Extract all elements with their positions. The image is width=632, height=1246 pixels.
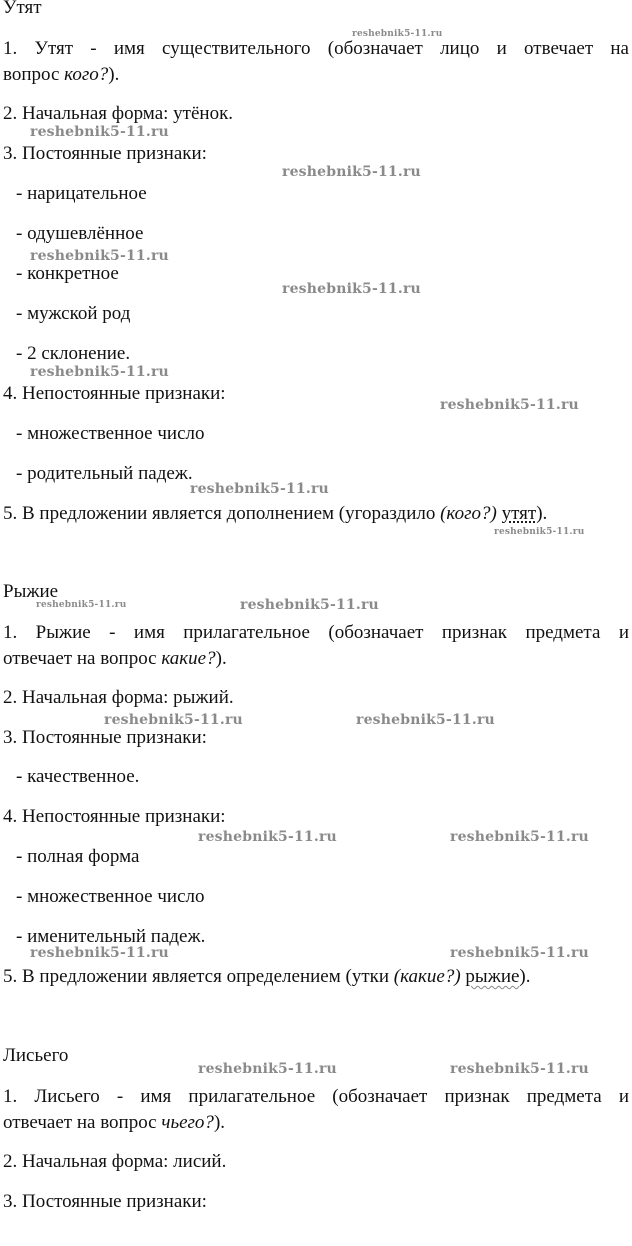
watermark: reshebnik5-11.ru: [450, 1061, 589, 1077]
definition-line: 1. Утят - имя существительного (обозначает лицо и отвечает на: [3, 38, 629, 59]
constant-features-header: 3. Постоянные признаки:: [3, 727, 207, 748]
watermark: reshebnik5-11.ru: [198, 1061, 337, 1077]
section-title-utyat: Утят: [3, 0, 42, 18]
constant-features-header: 3. Постоянные признаки:: [3, 143, 207, 164]
watermark: reshebnik5-11.ru: [30, 248, 169, 264]
watermark: reshebnik5-11.ru: [440, 397, 579, 413]
definition-line-question: отвечает на вопрос чьего?).: [3, 1112, 226, 1133]
watermark: reshebnik5-11.ru: [240, 597, 379, 613]
feature-item: - мужской род: [16, 303, 131, 324]
watermark: reshebnik5-11.ru: [494, 527, 585, 537]
section-title-lisego: Лисьего: [3, 1045, 69, 1066]
initial-form: 2. Начальная форма: утёнок.: [3, 103, 234, 124]
watermark: reshebnik5-11.ru: [356, 712, 495, 728]
constant-features-header: 3. Постоянные признаки:: [3, 1191, 207, 1212]
feature-item: - множественное число: [16, 423, 205, 444]
watermark: reshebnik5-11.ru: [104, 712, 243, 728]
feature-item: - родительный падеж.: [16, 463, 193, 484]
section-title-ryzhie: Рыжие: [3, 581, 59, 602]
sentence-role: 5. В предложении является дополнением (угораздило (кого?) утят).: [3, 503, 548, 524]
watermark: reshebnik5-11.ru: [450, 945, 589, 961]
variable-features-header: 4. Непостоянные признаки:: [3, 383, 226, 404]
watermark: reshebnik5-11.ru: [30, 364, 169, 380]
definition-line-question: отвечает на вопрос какие?).: [3, 648, 227, 669]
initial-form: 2. Начальная форма: рыжий.: [3, 687, 234, 708]
feature-item: - качественное.: [16, 766, 140, 787]
definition-line: 1. Лисьего - имя прилагательное (обозначает признак предмета и: [3, 1086, 629, 1107]
feature-item: - именительный падеж.: [16, 926, 206, 947]
watermark: reshebnik5-11.ru: [30, 945, 169, 961]
feature-item: - нарицательное: [16, 183, 147, 204]
feature-item: - конкретное: [16, 263, 119, 284]
watermark: reshebnik5-11.ru: [190, 481, 329, 497]
watermark: reshebnik5-11.ru: [36, 600, 127, 610]
watermark: reshebnik5-11.ru: [352, 29, 443, 39]
watermark: reshebnik5-11.ru: [30, 124, 169, 140]
watermark: reshebnik5-11.ru: [282, 281, 421, 297]
feature-item: - 2 склонение.: [16, 343, 131, 364]
definition-line: 1. Рыжие - имя прилагательное (обозначает признак предмета и: [3, 622, 629, 643]
watermark: reshebnik5-11.ru: [198, 829, 337, 845]
feature-item: - множественное число: [16, 886, 205, 907]
feature-item: - одушевлённое: [16, 223, 144, 244]
watermark: reshebnik5-11.ru: [282, 164, 421, 180]
watermark: reshebnik5-11.ru: [450, 829, 589, 845]
feature-item: - полная форма: [16, 846, 140, 867]
initial-form: 2. Начальная форма: лисий.: [3, 1151, 227, 1172]
definition-line-question: вопрос кого?).: [3, 64, 120, 85]
sentence-role: 5. В предложении является определением (утки (какие?) рыжие).: [3, 966, 531, 987]
variable-features-header: 4. Непостоянные признаки:: [3, 806, 226, 827]
